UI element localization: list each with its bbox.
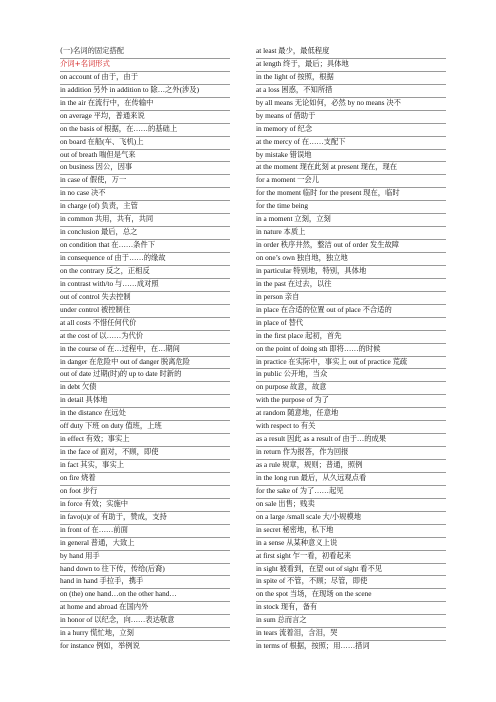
phrase-entry: in detail 具体地 <box>60 395 108 405</box>
phrase-entry: in a sense 从某种意义上说 <box>256 537 338 547</box>
line-divider <box>256 394 446 395</box>
line-divider <box>256 252 446 253</box>
line-divider <box>60 446 230 447</box>
line-divider <box>60 343 230 344</box>
phrase-entry: in a hurry 慌忙地，立刻 <box>60 628 134 638</box>
phrase-entry: on sale 出售；贱卖 <box>256 498 315 508</box>
line-divider <box>60 407 230 408</box>
phrase-entry: in fact 其实，事实上 <box>60 460 125 469</box>
phrase-entry: with the purpose of 为了 <box>256 395 329 405</box>
line-divider <box>60 433 230 434</box>
right-column <box>256 45 446 653</box>
phrase-entry: in danger 在危险中 out of danger 脱离危险 <box>60 356 191 366</box>
line-divider <box>256 356 446 357</box>
phrase-entry: for the sake of 为了……起见 <box>256 485 344 495</box>
line-divider <box>60 356 230 357</box>
phrase-entry: in return 作为报答，作为回报 <box>256 447 349 457</box>
line-divider <box>256 136 446 137</box>
line-divider <box>256 640 446 641</box>
phrase-entry: under control 被控制住 <box>60 304 131 314</box>
line-divider <box>256 239 446 240</box>
phrase-entry: in charge (of) 负责，主管 <box>60 201 138 211</box>
phrase-entry: in consequence of 由于……的缘故 <box>60 253 166 262</box>
line-divider <box>256 226 446 227</box>
phrase-entry: at the cost of 以……为代价 <box>60 330 144 340</box>
line-divider <box>60 524 230 525</box>
phrase-entry: at all costs 不惜任何代价 <box>60 317 137 327</box>
phrase-entry: in no case 决不 <box>60 188 106 198</box>
line-divider <box>256 627 446 628</box>
phrase-entry: in debt 欠债 <box>60 382 97 392</box>
line-divider <box>256 381 446 382</box>
phrase-entry: in person 亲自 <box>256 291 300 301</box>
phrase-entry: in spite of 不管，不顾；尽管，即使 <box>256 576 368 586</box>
line-divider <box>256 343 446 344</box>
line-divider <box>256 213 446 214</box>
line-divider <box>60 136 230 137</box>
line-divider <box>60 330 230 331</box>
phrase-entry: in force 有效；实施中 <box>60 498 129 508</box>
phrase-entry: on condition that 在……条件下 <box>60 240 156 250</box>
line-divider <box>256 200 446 201</box>
line-divider <box>256 278 446 279</box>
line-divider <box>60 381 230 382</box>
phrase-entry: in the long run 最后，从久远观点看 <box>256 472 367 482</box>
phrase-entry: at the mercy of 在……支配下 <box>256 136 346 146</box>
line-divider <box>60 588 230 589</box>
line-divider <box>60 174 230 175</box>
line-divider <box>256 97 446 98</box>
phrase-entry: in the light of 按照，根据 <box>256 71 334 81</box>
line-divider <box>256 537 446 538</box>
line-divider <box>60 265 230 266</box>
line-divider <box>256 550 446 551</box>
phrase-entry: in the course of 在…过程中，在…期间 <box>60 343 180 353</box>
phrase-entry: in tears 流着泪，含泪，哭 <box>256 628 338 638</box>
phrase-entry: in nature 本质上 <box>256 227 306 237</box>
line-divider <box>256 84 446 85</box>
line-divider <box>60 614 230 615</box>
phrase-entry: for instance 例如，举例说 <box>60 641 140 651</box>
phrase-entry: out of date 过期(时)的 up to date 时新的 <box>60 369 182 379</box>
phrase-entry: in sight 被看到，在望 out of sight 看不见 <box>256 563 383 573</box>
line-divider <box>60 200 230 201</box>
phrase-entry: on the contrary 反之，正相反 <box>60 265 150 275</box>
line-divider <box>60 537 230 538</box>
line-divider <box>60 110 230 111</box>
line-divider <box>60 187 230 188</box>
line-divider <box>256 524 446 525</box>
phrase-entry: at length 终于，最后；具体地 <box>256 58 349 68</box>
phrase-entry: on fire 烧着 <box>60 472 96 482</box>
phrase-entry: at first sight 乍一看，初看起来 <box>256 550 352 560</box>
line-divider <box>60 368 230 369</box>
phrase-entry: out of control 失去控制 <box>60 291 131 301</box>
phrase-entry: in particular 特别地，特别，具体地 <box>256 265 367 275</box>
line-divider <box>256 459 446 460</box>
line-divider <box>60 161 230 162</box>
line-divider <box>256 291 446 292</box>
line-divider <box>256 472 446 473</box>
line-divider <box>256 71 446 72</box>
line-divider <box>256 601 446 602</box>
line-divider <box>60 149 230 150</box>
line-divider <box>60 472 230 473</box>
phrase-entry: on the basis of 根据，在……的基础上 <box>60 123 178 133</box>
phrase-entry: in the air 在流行中，在传输中 <box>60 97 154 107</box>
phrase-entry: on board 在船(车、飞机)上 <box>60 136 144 146</box>
line-divider <box>60 291 230 292</box>
line-divider <box>60 71 230 72</box>
line-divider <box>60 84 230 85</box>
phrase-entry: in effect 有效；事实上 <box>60 434 130 444</box>
phrase-entry: in stock 现有，备有 <box>256 602 318 612</box>
phrase-entry: on business 因公，因事 <box>60 162 133 172</box>
phrase-entry: in public 公开地，当众 <box>256 369 328 379</box>
line-divider <box>60 640 230 641</box>
phrase-entry: in order 秩序井然，整洁 out of order 发生故障 <box>256 240 400 250</box>
line-divider <box>256 123 446 124</box>
phrase-entry: on foot 步行 <box>60 485 98 495</box>
phrase-entry: in case of 假使，万一 <box>60 175 127 185</box>
phrase-entry: on one’s own 独自地，独立地 <box>256 253 348 262</box>
line-divider <box>60 252 230 253</box>
line-divider <box>256 498 446 499</box>
line-divider <box>256 575 446 576</box>
line-divider <box>60 239 230 240</box>
phrase-entry: at home and abroad 在国内外 <box>60 602 149 612</box>
line-divider <box>256 304 446 305</box>
phrase-entry: by mistake 错误地 <box>256 149 312 159</box>
line-divider <box>256 420 446 421</box>
phrase-entry: in the first place 起初，首先 <box>256 330 342 340</box>
line-divider <box>60 459 230 460</box>
phrase-entry: for the moment 临时 for the present 现在，临时 <box>256 188 400 198</box>
line-divider <box>256 433 446 434</box>
line-divider <box>60 226 230 227</box>
line-divider <box>256 161 446 162</box>
line-divider <box>60 627 230 628</box>
line-divider <box>256 368 446 369</box>
phrase-entry: at least 最少，最低程度 <box>256 46 330 55</box>
section-heading: (一)名词的固定搭配 <box>60 46 125 55</box>
line-divider <box>60 213 230 214</box>
left-column <box>60 45 230 653</box>
phrase-entry: as a rule 规章，规则；普通，照例 <box>256 460 363 469</box>
line-divider <box>256 563 446 564</box>
phrase-entry: in a moment 立刻，立刻 <box>256 214 331 224</box>
phrase-entry: in place of 替代 <box>256 317 304 327</box>
phrase-entry: on purpose 故意，故意 <box>256 382 327 392</box>
phrase-entry: in place 在合适的位置 out of place 不合适的 <box>256 304 392 314</box>
phrase-entry: by means of 借助于 <box>256 110 316 120</box>
line-divider <box>60 550 230 551</box>
line-divider <box>256 614 446 615</box>
phrase-entry: in the distance 在远处 <box>60 408 126 418</box>
phrase-entry: at a loss 困惑，不知所措 <box>256 84 333 94</box>
line-divider <box>60 420 230 421</box>
line-divider <box>60 575 230 576</box>
line-divider <box>60 394 230 395</box>
line-divider <box>60 601 230 602</box>
phrase-entry: on average 平均，普通来说 <box>60 110 145 120</box>
phrase-entry: in the past 在过去，以往 <box>256 278 332 288</box>
phrase-entry: in terms of 根据，按照；用……措词 <box>256 641 370 651</box>
line-divider <box>60 563 230 564</box>
line-divider <box>256 58 446 59</box>
line-divider <box>60 511 230 512</box>
line-divider <box>60 97 230 98</box>
phrase-entry: on account of 由于，由于 <box>60 71 139 81</box>
phrase-entry: on the spot 当场，在现场 on the scene <box>256 589 372 599</box>
phrase-entry: in favo(u)r of 有助于，赞成，支持 <box>60 511 167 521</box>
line-divider <box>60 485 230 486</box>
line-divider <box>256 149 446 150</box>
phrase-entry: for the time being <box>256 201 309 211</box>
line-divider <box>256 511 446 512</box>
phrase-entry: with respect to 有关 <box>256 421 316 431</box>
phrase-entry: in conclusion 最后，总之 <box>60 227 138 237</box>
phrase-entry: in secret 秘密地，私下地 <box>256 524 334 534</box>
phrase-entry: in front of 在……前面 <box>60 524 128 534</box>
phrase-entry: in the face of 面对，不顾，即使 <box>60 447 159 457</box>
phrase-entry: out of breath 喘但是气来 <box>60 149 136 159</box>
phrase-entry: on the point of doing sth 即将……的时候 <box>256 343 381 353</box>
phrase-entry: in sum 总而言之 <box>256 615 307 625</box>
line-divider <box>60 278 230 279</box>
line-divider <box>256 187 446 188</box>
line-divider <box>60 498 230 499</box>
phrase-entry: as a result 因此 as a result of 由于…的成果 <box>256 434 387 444</box>
phrase-entry: for a moment 一会儿 <box>256 175 320 185</box>
line-divider <box>60 123 230 124</box>
line-divider <box>60 58 230 59</box>
left-phrase-list <box>60 71 230 653</box>
line-divider <box>256 407 446 408</box>
phrase-entry: in general 普通，大致上 <box>60 537 135 547</box>
line-divider <box>256 110 446 111</box>
phrase-entry: hand down to 往下传，传给(后裔) <box>60 563 165 573</box>
phrase-entry: by all means 无论如何，必然 by no means 决不 <box>256 97 401 107</box>
phrase-entry: in memory of 纪念 <box>256 123 313 133</box>
phrase-entry: in common 共用，共有，共同 <box>60 214 154 224</box>
line-divider <box>256 265 446 266</box>
line-divider <box>256 446 446 447</box>
phrase-entry: on a large /small scale 大/小规模地 <box>256 511 362 521</box>
phrase-entry: on (the) one hand…on the other hand… <box>60 589 177 599</box>
line-divider <box>256 317 446 318</box>
phrase-entry: in contrast with/to 与……成对照 <box>60 278 159 288</box>
phrase-entry: at random 随意地，任意地 <box>256 408 339 418</box>
section-subheading: 介词+名词形式 <box>60 58 110 68</box>
line-divider <box>60 317 230 318</box>
line-divider <box>256 174 446 175</box>
phrase-entry: in addition 另外 in addition to 除…之外(涉及) <box>60 84 200 94</box>
line-divider <box>256 588 446 589</box>
phrase-entry: hand in hand 手拉手，携手 <box>60 576 144 586</box>
line-divider <box>256 330 446 331</box>
phrase-entry: by hand 用手 <box>60 550 100 560</box>
phrase-entry: at the moment 现在此刻 at present 现在，现在 <box>256 162 398 172</box>
line-divider <box>256 485 446 486</box>
line-divider <box>60 304 230 305</box>
phrase-entry: in practice 在实际中，事实上 out of practice 荒疏 <box>256 356 408 366</box>
phrase-entry: off duty 下班 on duty 值班，上班 <box>60 421 162 431</box>
phrase-entry: in honor of 以纪念，向……表达敬意 <box>60 615 175 625</box>
